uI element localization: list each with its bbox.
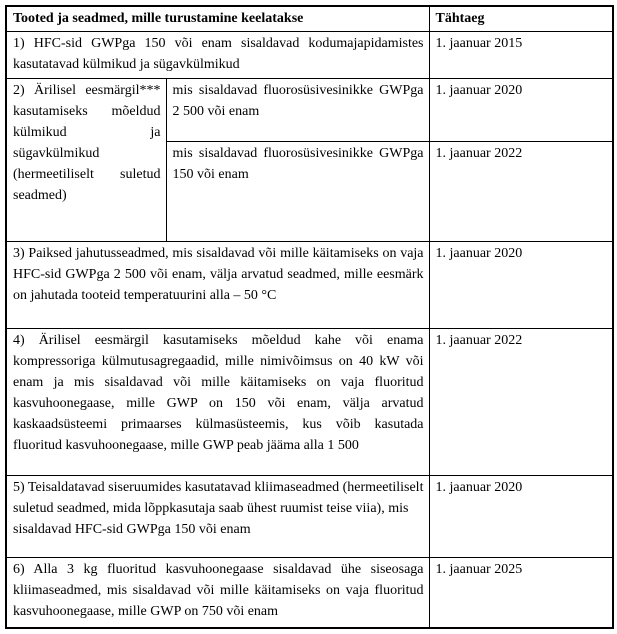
row-3-product: 3) Paiksed jahutusseadmed, mis sisaldavad või mille käitamiseks on vaja HFC-sid GWPga 2 500 või enam, välja arvatud seadmed, mille eesmärk on jahutada tooteid temperatuurini alla – 50 °C [6, 242, 429, 329]
prohibited-products-table [5, 5, 614, 629]
row-6-deadline: 1. jaanuar 2025 [429, 558, 613, 628]
row-3-deadline: 1. jaanuar 2020 [429, 242, 613, 329]
table-row-2a [6, 79, 613, 142]
row-2-condition-1: mis sisaldavad fluorosüsivesinikke GWPga 2 500 või enam [166, 79, 429, 142]
row-1-deadline: 1. jaanuar 2015 [429, 32, 613, 79]
table-row-6 [6, 558, 613, 628]
row-4-deadline: 1. jaanuar 2022 [429, 329, 613, 476]
row-1-product: 1) HFC-sid GWPga 150 või enam sisaldavad kodumajapidamistes kasutatavad külmikud ja sügavkülmikud [6, 32, 429, 79]
table-row-3 [6, 242, 613, 329]
row-2-deadline-1: 1. jaanuar 2020 [429, 79, 613, 142]
table-header-row [6, 6, 613, 32]
row-6-product: 6) Alla 3 kg fluoritud kasvuhoonegaase sisaldavad ühe siseosaga kliimaseadmed, mis sisaldavad või mille käitamiseks on vaja fluoritud kasvuhoonegaase, mille GWP on 750 või enam [6, 558, 429, 628]
row-2-product: 2) Ärilisel eesmärgil*** kasutamiseks mõeldud külmikud ja sügavkülmikud (hermeetiliselt suletud seadmed) [6, 79, 166, 242]
header-products: Tooted ja seadmed, mille turustamine keelatakse [6, 6, 429, 32]
row-5-deadline: 1. jaanuar 2020 [429, 476, 613, 558]
header-deadline: Tähtaeg [429, 6, 613, 32]
table-row-4 [6, 329, 613, 476]
row-5-product: 5) Teisaldatavad siseruumides kasutatavad kliimaseadmed (hermeetiliselt suletud seadmed, mida lõppkasutaja saab ühest ruumist teise viia), mis sisaldavad HFC-sid GWPga 150 või enam [6, 476, 429, 558]
table-row-5 [6, 476, 613, 558]
row-2-deadline-2: 1. jaanuar 2022 [429, 142, 613, 242]
table-row-1 [6, 32, 613, 79]
row-2-condition-2: mis sisaldavad fluorosüsivesinikke GWPga 150 või enam [166, 142, 429, 242]
row-4-product: 4) Ärilisel eesmärgil kasutamiseks mõeldud kahe või enama kompressoriga külmutusagregaadid, mille nimivõimsus on 40 kW või enam ja mis sisaldavad või mille käitamiseks on vaja fluoritud kasvuhoonegaase, mille GWP on 150 või enam, välja arvatud kaskaadsüsteemi primaarses külmasüsteemis, kus võib kasutada fluoritud kasvuhoonegaase, mille GWP peab jääma alla 1 500 [6, 329, 429, 476]
